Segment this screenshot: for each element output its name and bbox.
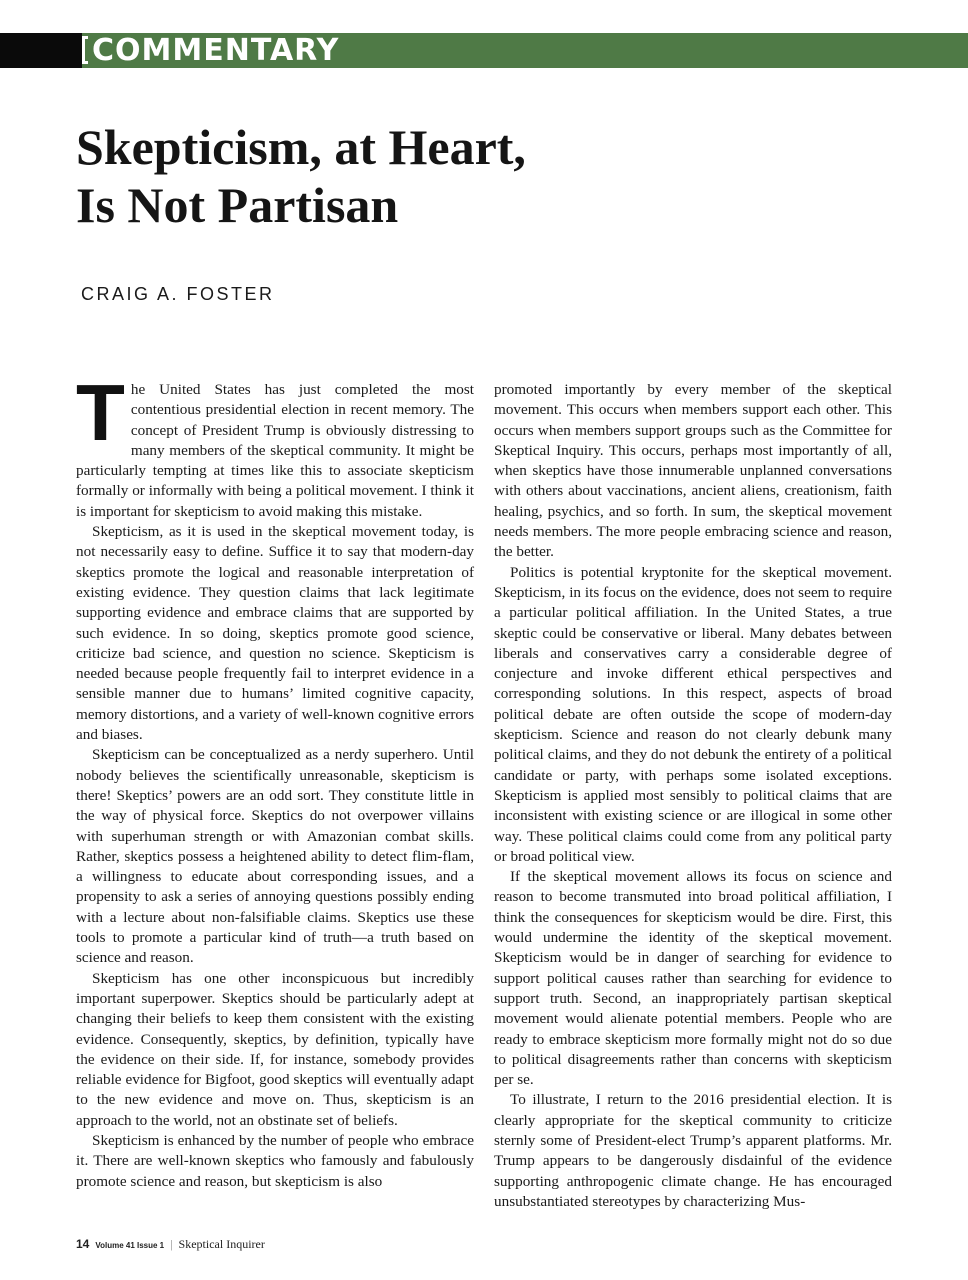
paragraph-2: Skepticism, as it is used in the skeptical movement today, is not necessarily easy to define. Suffice it to say that modern-day skeptics promote the logical and reasonable interpretation of existing evidence. They question claims that lack legitimate supporting evidence and embrace claims that are supported by such evidence. In so doing, skeptics promote good science, criticize bad science, and question no science. Skepticism is needed because people frequently fail to interpret evidence in a sensible manner due to humans’ limited cognitive capacity, memory distortions, and a variety of well-known cognitive errors and biases. [76, 523, 474, 744]
page-footer [76, 1236, 265, 1252]
paragraph-6: Politics is potential kryptonite for the skeptical movement. Skepticism, in its focus on the evidence, does not seem to require a particular political affiliation. In the United States, a true skeptic could be conservative or liberal. Many debates between liberals and conservatives carry a considerable degree of conjecture and invoke different ethical perspectives and corresponding solutions. In this respect, aspects of broad political debate are often outside the scope of modern-day skepticism. Science and reason do not clearly debunk many political claims, and they do not debunk the entirety of a political candidate or party, with perhaps some isolated exceptions. Skepticism is applied most sensibly to political claims that are inconsistent with existing science or are illogical in some other way. These political claims could come from any political party or broad political view. [494, 563, 892, 865]
article-title [76, 118, 676, 234]
footer-separator: | [170, 1237, 173, 1251]
title-line-2: Is Not Partisan [76, 177, 399, 233]
drop-cap: T [76, 368, 125, 457]
paragraph-3: Skepticism can be conceptualized as a nerdy superhero. Until nobody believes the scientifically unreasonable, skepticism is there! Skeptics’ powers are an odd sort. They constitute little in the way of physical force. Skeptics do not overpower villains with superhuman strength or with Amazonian combat skills. Rather, skeptics possess a heightened ability to detect flim-flam, a willingness to educate about corresponding issues, and a propensity to ask a series of annoying questions possibly ending with a lecture about non-falsifiable claims. Skeptics use these tools to promote a particular kind of truth—a truth based on science and reason. [76, 746, 474, 967]
author-byline: CRAIG A. FOSTER [81, 284, 275, 304]
paragraph-7: If the skeptical movement allows its focus on science and reason to become transmuted into broad political affiliation, I think the consequences for skepticism would be dire. First, this would undermine the identity of the skeptical movement. Skepticism would be in danger of searching for evidence to support political causes rather than searching for evidence to support truth. Second, an inappropriately partisan skeptical movement would alienate potential members. People who are ready to embrace skepticism more formally might not do so due to political disagreements rather than concerns with skepticism per se. [494, 868, 892, 1089]
title-line-1: Skepticism, at Heart, [76, 119, 526, 175]
paragraph-1 [76, 368, 474, 522]
right-column [494, 380, 892, 1212]
left-column [76, 368, 474, 1192]
paragraph-5: Skepticism is enhanced by the number of people who embrace it. There are well-known skeptics who famously and fabulously promote science and reason, but skepticism is also [76, 1131, 474, 1190]
paragraph-4: Skepticism has one other inconspicuous but incredibly important superpower. Skeptics should be particularly adept at changing their beliefs to keep them consistent with the existing evidence. Consequently, skeptics, by definition, typically have the evidence on their side. If, for instance, somebody provides reliable evidence for Bigfoot, good skeptics will eventually adapt to the new evidence and move on. Thus, skepticism is an approach to the world, not an obstinate set of beliefs. [76, 969, 474, 1129]
section-label: COMMENTARY [92, 33, 340, 68]
header-bar-black [0, 33, 82, 68]
magazine-name: Skeptical Inquirer [178, 1237, 265, 1251]
volume-issue: Volume 41 Issue 1 [95, 1241, 165, 1250]
page-number: 14 [76, 1237, 90, 1251]
paragraph-1-text: he United States has just completed the most contentious presidential election in recent memory. The concept of President Trump is obviously distressing to many members of the skeptical community. It might be particularly tempting at times like this to associate skepticism formally or informally with being a political movement. I think it is important for skepticism to avoid making this mistake. [76, 381, 474, 520]
paragraph-8: To illustrate, I return to the 2016 presidential election. It is clearly appropriate for the skeptical community to criticize sternly some of President-elect Trump’s apparent platforms. Mr. Trump appears to be dangerously disdainful of the evidence supporting anthropogenic climate change. He has encouraged unsubstantiated stereotypes by characterizing Mus- [494, 1091, 892, 1210]
bracket-mark [82, 36, 88, 64]
paragraph-5-continued: promoted importantly by every member of the skeptical movement. This occurs when members support each other. This occurs when members support groups such as the Committee for Skeptical Inquiry. This occurs, perhaps most importantly of all, when skeptics have those innumerable unplanned conversations with others about vaccinations, ancient aliens, creationism, faith healing, psychics, and so forth. In sum, the skeptical movement needs members. The more people embracing science and reason, the better. [494, 381, 892, 561]
